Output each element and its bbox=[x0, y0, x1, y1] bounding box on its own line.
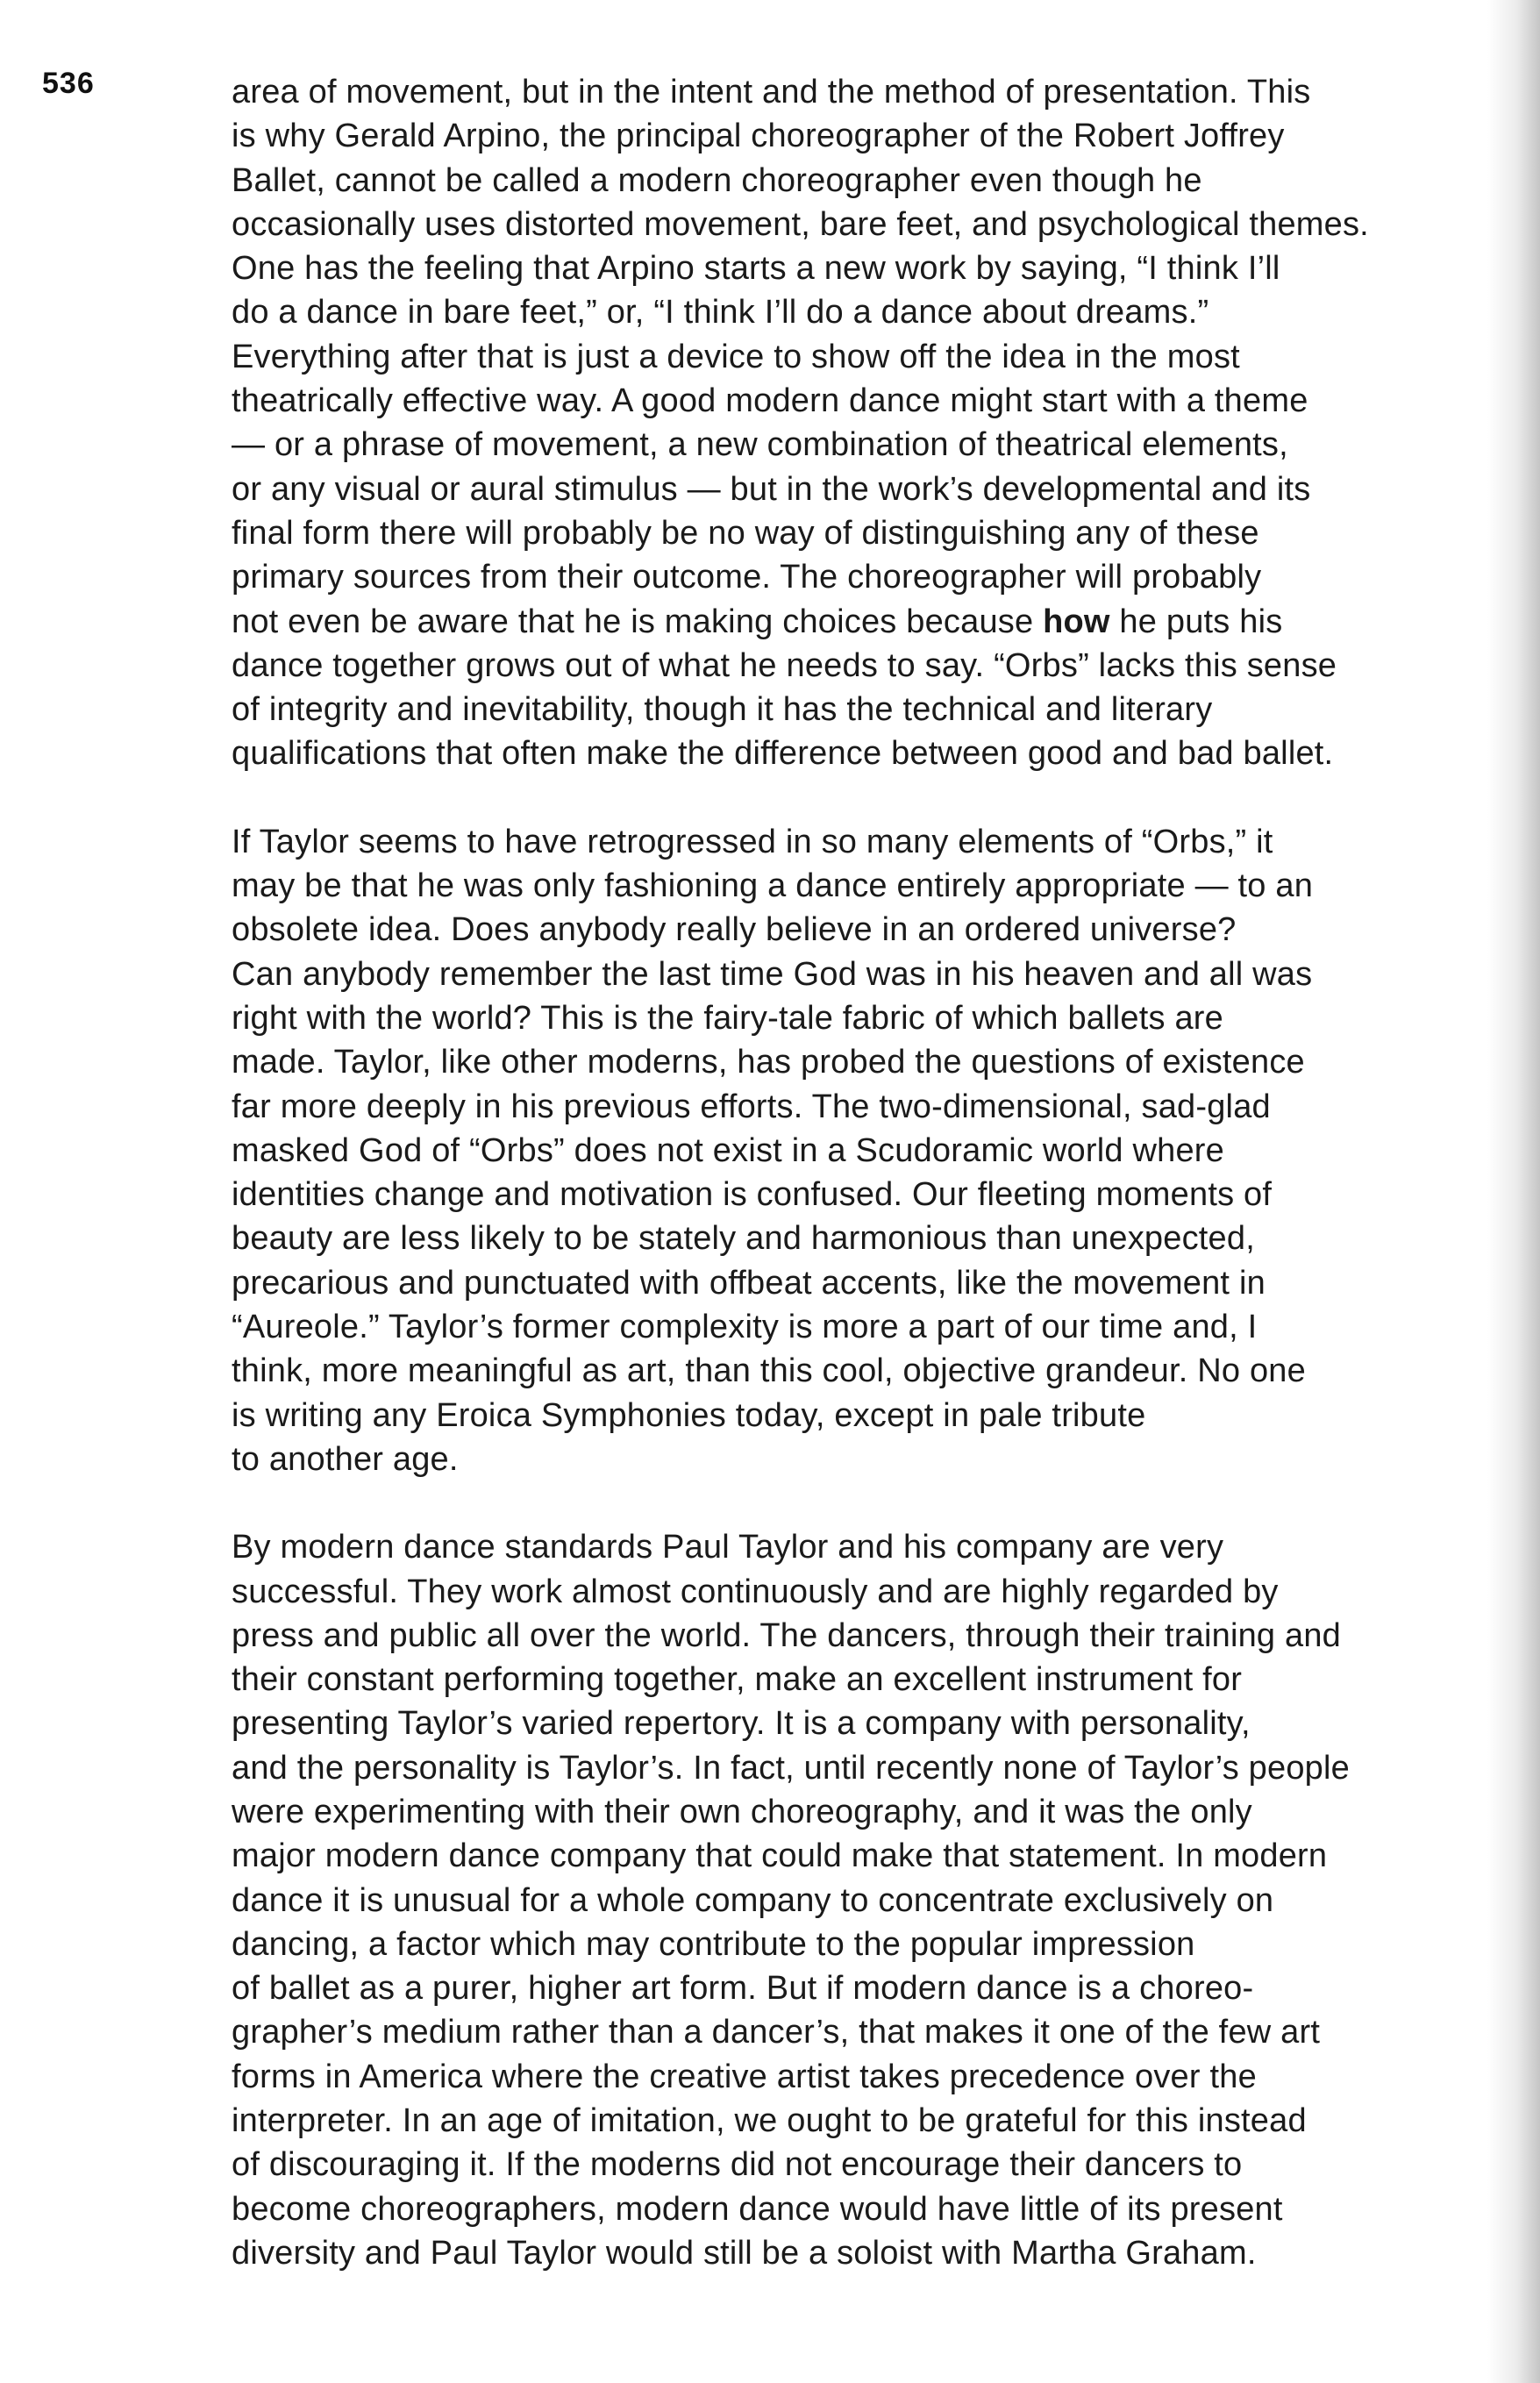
text-line: By modern dance standards Paul Taylor and his company are very bbox=[232, 1529, 1224, 1566]
text-line: dance together grows out of what he needs to say. “Orbs” lacks this sense bbox=[232, 646, 1337, 684]
text-line: beauty are less likely to be stately and harmonious than unexpected, bbox=[232, 1220, 1255, 1258]
text-line: occasionally uses distorted movement, bare feet, and psychological themes. bbox=[232, 205, 1369, 243]
text-line: of ballet as a purer, higher art form. But if modern dance is a choreo- bbox=[232, 1970, 1254, 2008]
text-line: qualifications that often make the difference between good and bad ballet. bbox=[232, 735, 1334, 773]
text-line: grapher’s medium rather than a dancer’s, that makes it one of the few art bbox=[232, 2014, 1321, 2051]
text-line: or any visual or aural stimulus — but in the work’s developmental and its bbox=[232, 470, 1311, 508]
text-line: Everything after that is just a device to show off the idea in the most bbox=[232, 338, 1240, 375]
text-line: Ballet, cannot be called a modern choreographer even though he bbox=[232, 161, 1202, 199]
paragraph bbox=[232, 1525, 1512, 2275]
text-line: of integrity and inevitability, though it has the technical and literary bbox=[232, 691, 1213, 729]
text-line: right with the world? This is the fairy-tale fabric of which ballets are bbox=[232, 999, 1223, 1037]
text-line: final form there will probably be no way of distinguishing any of these bbox=[232, 514, 1259, 552]
text-line: press and public all over the world. The dancers, through their training and bbox=[232, 1616, 1342, 1654]
page-number: 536 bbox=[42, 67, 95, 100]
text-line: and the personality is Taylor’s. In fact, until recently none of Taylor’s people bbox=[232, 1749, 1350, 1787]
text-line: primary sources from their outcome. The choreographer will probably bbox=[232, 559, 1262, 596]
text-line: made. Taylor, like other moderns, has probed the questions of existence bbox=[232, 1044, 1305, 1081]
text-span: he puts his bbox=[1109, 603, 1283, 640]
text-line: think, more meaningful as art, than this cool, objective grandeur. No one bbox=[232, 1352, 1306, 1390]
text-line: diversity and Paul Taylor would still be a soloist with Martha Graham. bbox=[232, 2234, 1257, 2272]
text-line: obsolete idea. Does anybody really believe in an ordered universe? bbox=[232, 911, 1237, 949]
text-line: may be that he was only fashioning a dance entirely appropriate — to an bbox=[232, 867, 1314, 905]
text-line: is writing any Eroica Symphonies today, except in pale tribute bbox=[232, 1396, 1146, 1434]
text-line: masked God of “Orbs” does not exist in a Scudoramic world where bbox=[232, 1131, 1224, 1169]
text-line: is why Gerald Arpino, the principal choreographer of the Robert Joffrey bbox=[232, 118, 1285, 155]
text-line: their constant performing together, make an excellent instrument for bbox=[232, 1661, 1243, 1699]
text-line bbox=[232, 600, 1512, 644]
text-line: forms in America where the creative artist takes precedence over the bbox=[232, 2058, 1257, 2095]
text-line: do a dance in bare feet,” or, “I think I’ll do a dance about dreams.” bbox=[232, 294, 1209, 332]
text-line: area of movement, but in the intent and the method of presentation. This bbox=[232, 74, 1311, 111]
text-span: not even be aware that he is making choices because bbox=[232, 603, 1044, 640]
text-line: “Aureole.” Taylor’s former complexity is more a part of our time and, I bbox=[232, 1309, 1258, 1346]
paragraph bbox=[232, 820, 1512, 1481]
text-line: theatrically effective way. A good modern dance might start with a theme bbox=[232, 382, 1308, 420]
text-line: far more deeply in his previous efforts. The two-dimensional, sad-glad bbox=[232, 1088, 1271, 1125]
body-text bbox=[232, 70, 1512, 2319]
text-line: precarious and punctuated with offbeat accents, like the movement in bbox=[232, 1264, 1266, 1302]
text-line: of discouraging it. If the moderns did not encourage their dancers to bbox=[232, 2146, 1243, 2184]
paragraph bbox=[232, 70, 1512, 776]
text-line: One has the feeling that Arpino starts a new work by saying, “I think I’ll bbox=[232, 250, 1280, 288]
text-line: to another age. bbox=[232, 1440, 459, 1478]
text-line: successful. They work almost continuously and are highly regarded by bbox=[232, 1573, 1279, 1610]
text-line: major modern dance company that could make that statement. In modern bbox=[232, 1837, 1328, 1875]
text-line: dancing, a factor which may contribute to the popular impression bbox=[232, 1925, 1195, 1963]
text-line: interpreter. In an age of imitation, we ought to be grateful for this instead bbox=[232, 2102, 1307, 2140]
text-line: identities change and motivation is confused. Our fleeting moments of bbox=[232, 1176, 1273, 1214]
text-line: dance it is unusual for a whole company to concentrate exclusively on bbox=[232, 1881, 1274, 1919]
emphasis-text: how bbox=[1043, 603, 1110, 640]
text-line: presenting Taylor’s varied repertory. It is a company with personality, bbox=[232, 1705, 1251, 1743]
text-line: — or a phrase of movement, a new combination of theatrical elements, bbox=[232, 426, 1288, 464]
text-line: become choreographers, modern dance would have little of its present bbox=[232, 2190, 1283, 2228]
text-line: were experimenting with their own choreography, and it was the only bbox=[232, 1793, 1252, 1830]
text-line: If Taylor seems to have retrogressed in so many elements of “Orbs,” it bbox=[232, 823, 1273, 860]
text-line: Can anybody remember the last time God was in his heaven and all was bbox=[232, 955, 1313, 993]
